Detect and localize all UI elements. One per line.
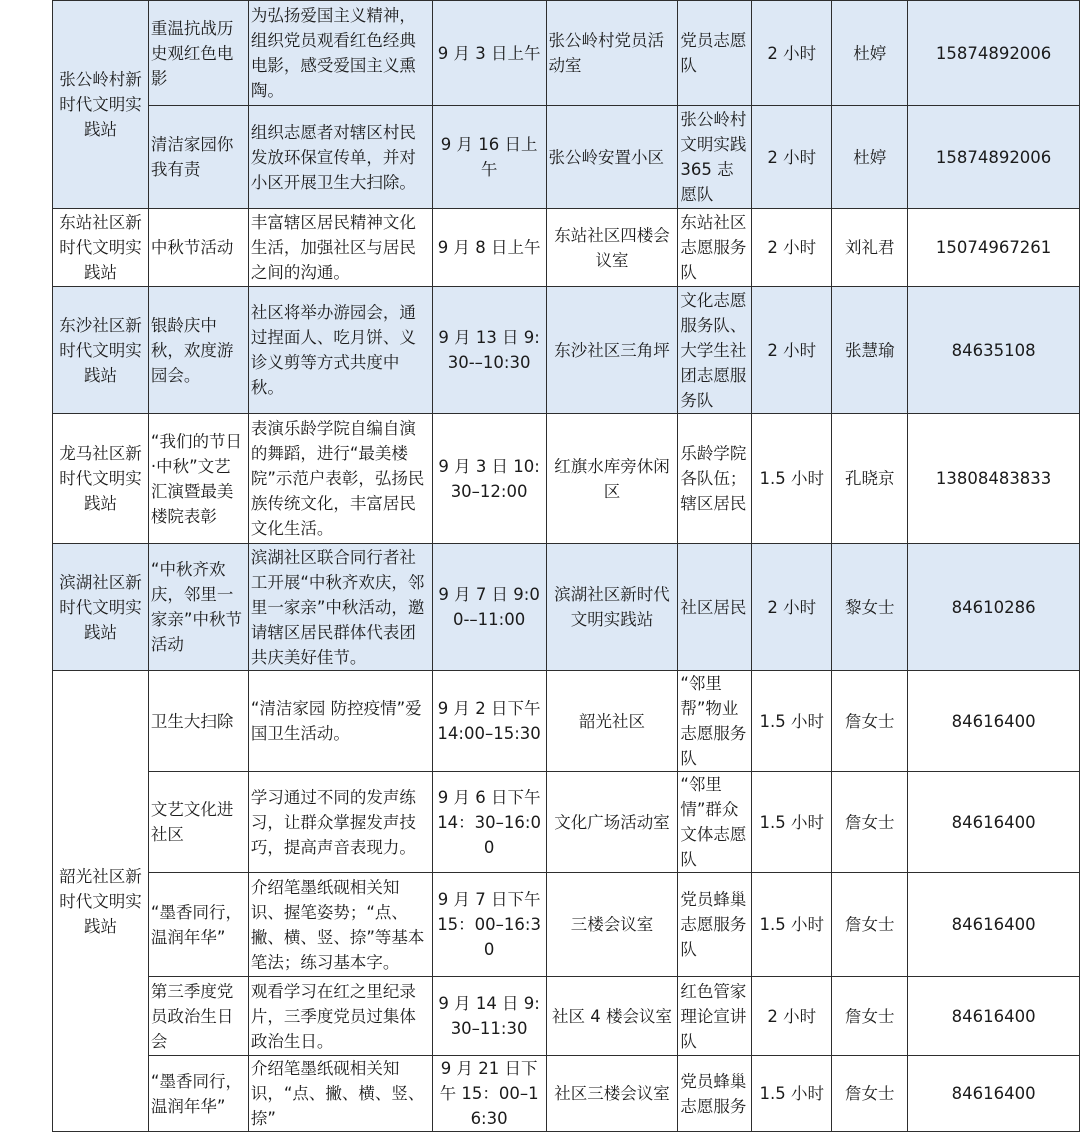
phone-cell: 84610286 <box>908 544 1080 671</box>
place-cell: 滨湖社区新时代文明实践站 <box>546 544 678 671</box>
content-cell: 滨湖社区联合同行者社工开展“中秋齐欢庆，邻里一家亲”中秋活动，邀请辖区居民群体代表团共庆美好佳节。 <box>248 544 432 671</box>
phone-cell: 15874892006 <box>908 1 1080 106</box>
content-cell: 学习通过不同的发声练习，让群众掌握发声技巧，提高声音表现力。 <box>248 772 432 873</box>
contact-cell: 黎女士 <box>832 544 908 671</box>
time-cell: 9 月 3 日上午 <box>432 1 546 106</box>
contact-cell: 杜婷 <box>832 106 908 209</box>
place-cell: 东沙社区三角坪 <box>546 287 678 414</box>
phone-cell: 84616400 <box>908 873 1080 977</box>
station-cell: 张公岭村新时代文明实践站 <box>53 1 149 209</box>
content-cell: 介绍笔墨纸砚相关知识，“点、撇、横、竖、捺” <box>248 1056 432 1132</box>
contact-cell: 詹女士 <box>832 772 908 873</box>
station-cell: 滨湖社区新时代文明实践站 <box>53 544 149 671</box>
participants-cell: 乐龄学院各队伍；辖区居民 <box>678 414 752 544</box>
table-row <box>53 977 1080 1056</box>
contact-cell: 张慧瑜 <box>832 287 908 414</box>
table-row <box>53 671 1080 772</box>
contact-cell: 孔晓京 <box>832 414 908 544</box>
time-cell: 9 月 7 日 9:00-–11:00 <box>432 544 546 671</box>
phone-cell: 84616400 <box>908 671 1080 772</box>
table-row <box>53 414 1080 544</box>
contact-cell: 詹女士 <box>832 671 908 772</box>
table-row <box>53 1056 1080 1132</box>
contact-cell: 詹女士 <box>832 873 908 977</box>
duration-cell: 2 小时 <box>752 209 832 287</box>
activity-cell: 银龄庆中秋，欢度游园会。 <box>148 287 248 414</box>
duration-cell: 2 小时 <box>752 544 832 671</box>
participants-cell: 党员蜂巢志愿服务 <box>678 1056 752 1132</box>
table-row <box>53 106 1080 209</box>
phone-cell: 15074967261 <box>908 209 1080 287</box>
table-row <box>53 772 1080 873</box>
place-cell: 东站社区四楼会议室 <box>546 209 678 287</box>
place-cell: 张公岭村党员活动室 <box>546 1 678 106</box>
table-row <box>53 873 1080 977</box>
table-row <box>53 209 1080 287</box>
content-cell: 社区将举办游园会，通过捏面人、吃月饼、义诊义剪等方式共度中秋。 <box>248 287 432 414</box>
activity-cell: 清洁家园你我有责 <box>148 106 248 209</box>
content-cell: 介绍笔墨纸砚相关知识、握笔姿势；“点、撇、横、竖、捺”等基本笔法；练习基本字。 <box>248 873 432 977</box>
station-cell: 东站社区新时代文明实践站 <box>53 209 149 287</box>
station-cell: 韶光社区新时代文明实践站 <box>53 671 149 1132</box>
participants-cell: “邻里帮”物业志愿服务队 <box>678 671 752 772</box>
time-cell: 9 月 3 日 10:30–12:00 <box>432 414 546 544</box>
content-cell: 表演乐龄学院自编自演的舞蹈，进行“最美楼院”示范户表彰，弘扬民族传统文化，丰富居民文化生活。 <box>248 414 432 544</box>
place-cell: 张公岭安置小区 <box>546 106 678 209</box>
table-row <box>53 1 1080 106</box>
participants-cell: “邻里情”群众文体志愿队 <box>678 772 752 873</box>
duration-cell: 2 小时 <box>752 106 832 209</box>
phone-cell: 84635108 <box>908 287 1080 414</box>
participants-cell: 文化志愿服务队、大学生社团志愿服务队 <box>678 287 752 414</box>
activity-cell: 第三季度党员政治生日会 <box>148 977 248 1056</box>
duration-cell: 2 小时 <box>752 1 832 106</box>
place-cell: 三楼会议室 <box>546 873 678 977</box>
place-cell: 韶光社区 <box>546 671 678 772</box>
participants-cell: 党员蜂巢志愿服务队 <box>678 873 752 977</box>
activity-cell: “墨香同行，温润年华” <box>148 1056 248 1132</box>
participants-cell: 党员志愿队 <box>678 1 752 106</box>
duration-cell: 1.5 小时 <box>752 414 832 544</box>
activity-cell: 卫生大扫除 <box>148 671 248 772</box>
place-cell: 社区三楼会议室 <box>546 1056 678 1132</box>
phone-cell: 84616400 <box>908 1056 1080 1132</box>
participants-cell: 张公岭村文明实践 365 志愿队 <box>678 106 752 209</box>
time-cell: 9 月 8 日上午 <box>432 209 546 287</box>
participants-cell: 社区居民 <box>678 544 752 671</box>
duration-cell: 2 小时 <box>752 287 832 414</box>
time-cell: 9 月 7 日下午 15：00–16:30 <box>432 873 546 977</box>
activity-cell: 文艺文化进社区 <box>148 772 248 873</box>
content-cell: 观看学习在红之里纪录片，三季度党员过集体政治生日。 <box>248 977 432 1056</box>
contact-cell: 詹女士 <box>832 977 908 1056</box>
place-cell: 文化广场活动室 <box>546 772 678 873</box>
contact-cell: 詹女士 <box>832 1056 908 1132</box>
contact-cell: 刘礼君 <box>832 209 908 287</box>
duration-cell: 1.5 小时 <box>752 1056 832 1132</box>
duration-cell: 1.5 小时 <box>752 671 832 772</box>
content-cell: 组织志愿者对辖区村民发放环保宣传单，并对小区开展卫生大扫除。 <box>248 106 432 209</box>
phone-cell: 13808483833 <box>908 414 1080 544</box>
participants-cell: 红色管家理论宣讲队 <box>678 977 752 1056</box>
content-cell: 为弘扬爱国主义精神，组织党员观看红色经典电影，感受爱国主义熏陶。 <box>248 1 432 106</box>
time-cell: 9 月 2 日下午 14:00–15:30 <box>432 671 546 772</box>
phone-cell: 15874892006 <box>908 106 1080 209</box>
time-cell: 9 月 6 日下午 14：30–16:00 <box>432 772 546 873</box>
activity-cell: “我们的节日·中秋”文艺汇演暨最美楼院表彰 <box>148 414 248 544</box>
time-cell: 9 月 21 日下午 15：00–16:30 <box>432 1056 546 1132</box>
place-cell: 社区 4 楼会议室 <box>546 977 678 1056</box>
activity-schedule-table <box>52 0 1080 1132</box>
time-cell: 9 月 16 日上午 <box>432 106 546 209</box>
table-row <box>53 287 1080 414</box>
content-cell: 丰富辖区居民精神文化生活，加强社区与居民之间的沟通。 <box>248 209 432 287</box>
station-cell: 东沙社区新时代文明实践站 <box>53 287 149 414</box>
place-cell: 红旗水库旁休闲区 <box>546 414 678 544</box>
activity-cell: “中秋齐欢庆，邻里一家亲”中秋节活动 <box>148 544 248 671</box>
phone-cell: 84616400 <box>908 772 1080 873</box>
station-cell: 龙马社区新时代文明实践站 <box>53 414 149 544</box>
time-cell: 9 月 14 日 9:30–11:30 <box>432 977 546 1056</box>
contact-cell: 杜婷 <box>832 1 908 106</box>
activity-cell: “墨香同行，温润年华” <box>148 873 248 977</box>
duration-cell: 2 小时 <box>752 977 832 1056</box>
activity-cell: 中秋节活动 <box>148 209 248 287</box>
participants-cell: 东站社区志愿服务队 <box>678 209 752 287</box>
time-cell: 9 月 13 日 9:30-–10:30 <box>432 287 546 414</box>
activity-cell: 重温抗战历史观红色电影 <box>148 1 248 106</box>
duration-cell: 1.5 小时 <box>752 772 832 873</box>
phone-cell: 84616400 <box>908 977 1080 1056</box>
content-cell: “清洁家园 防控疫情”爱国卫生活动。 <box>248 671 432 772</box>
duration-cell: 1.5 小时 <box>752 873 832 977</box>
table-row <box>53 544 1080 671</box>
